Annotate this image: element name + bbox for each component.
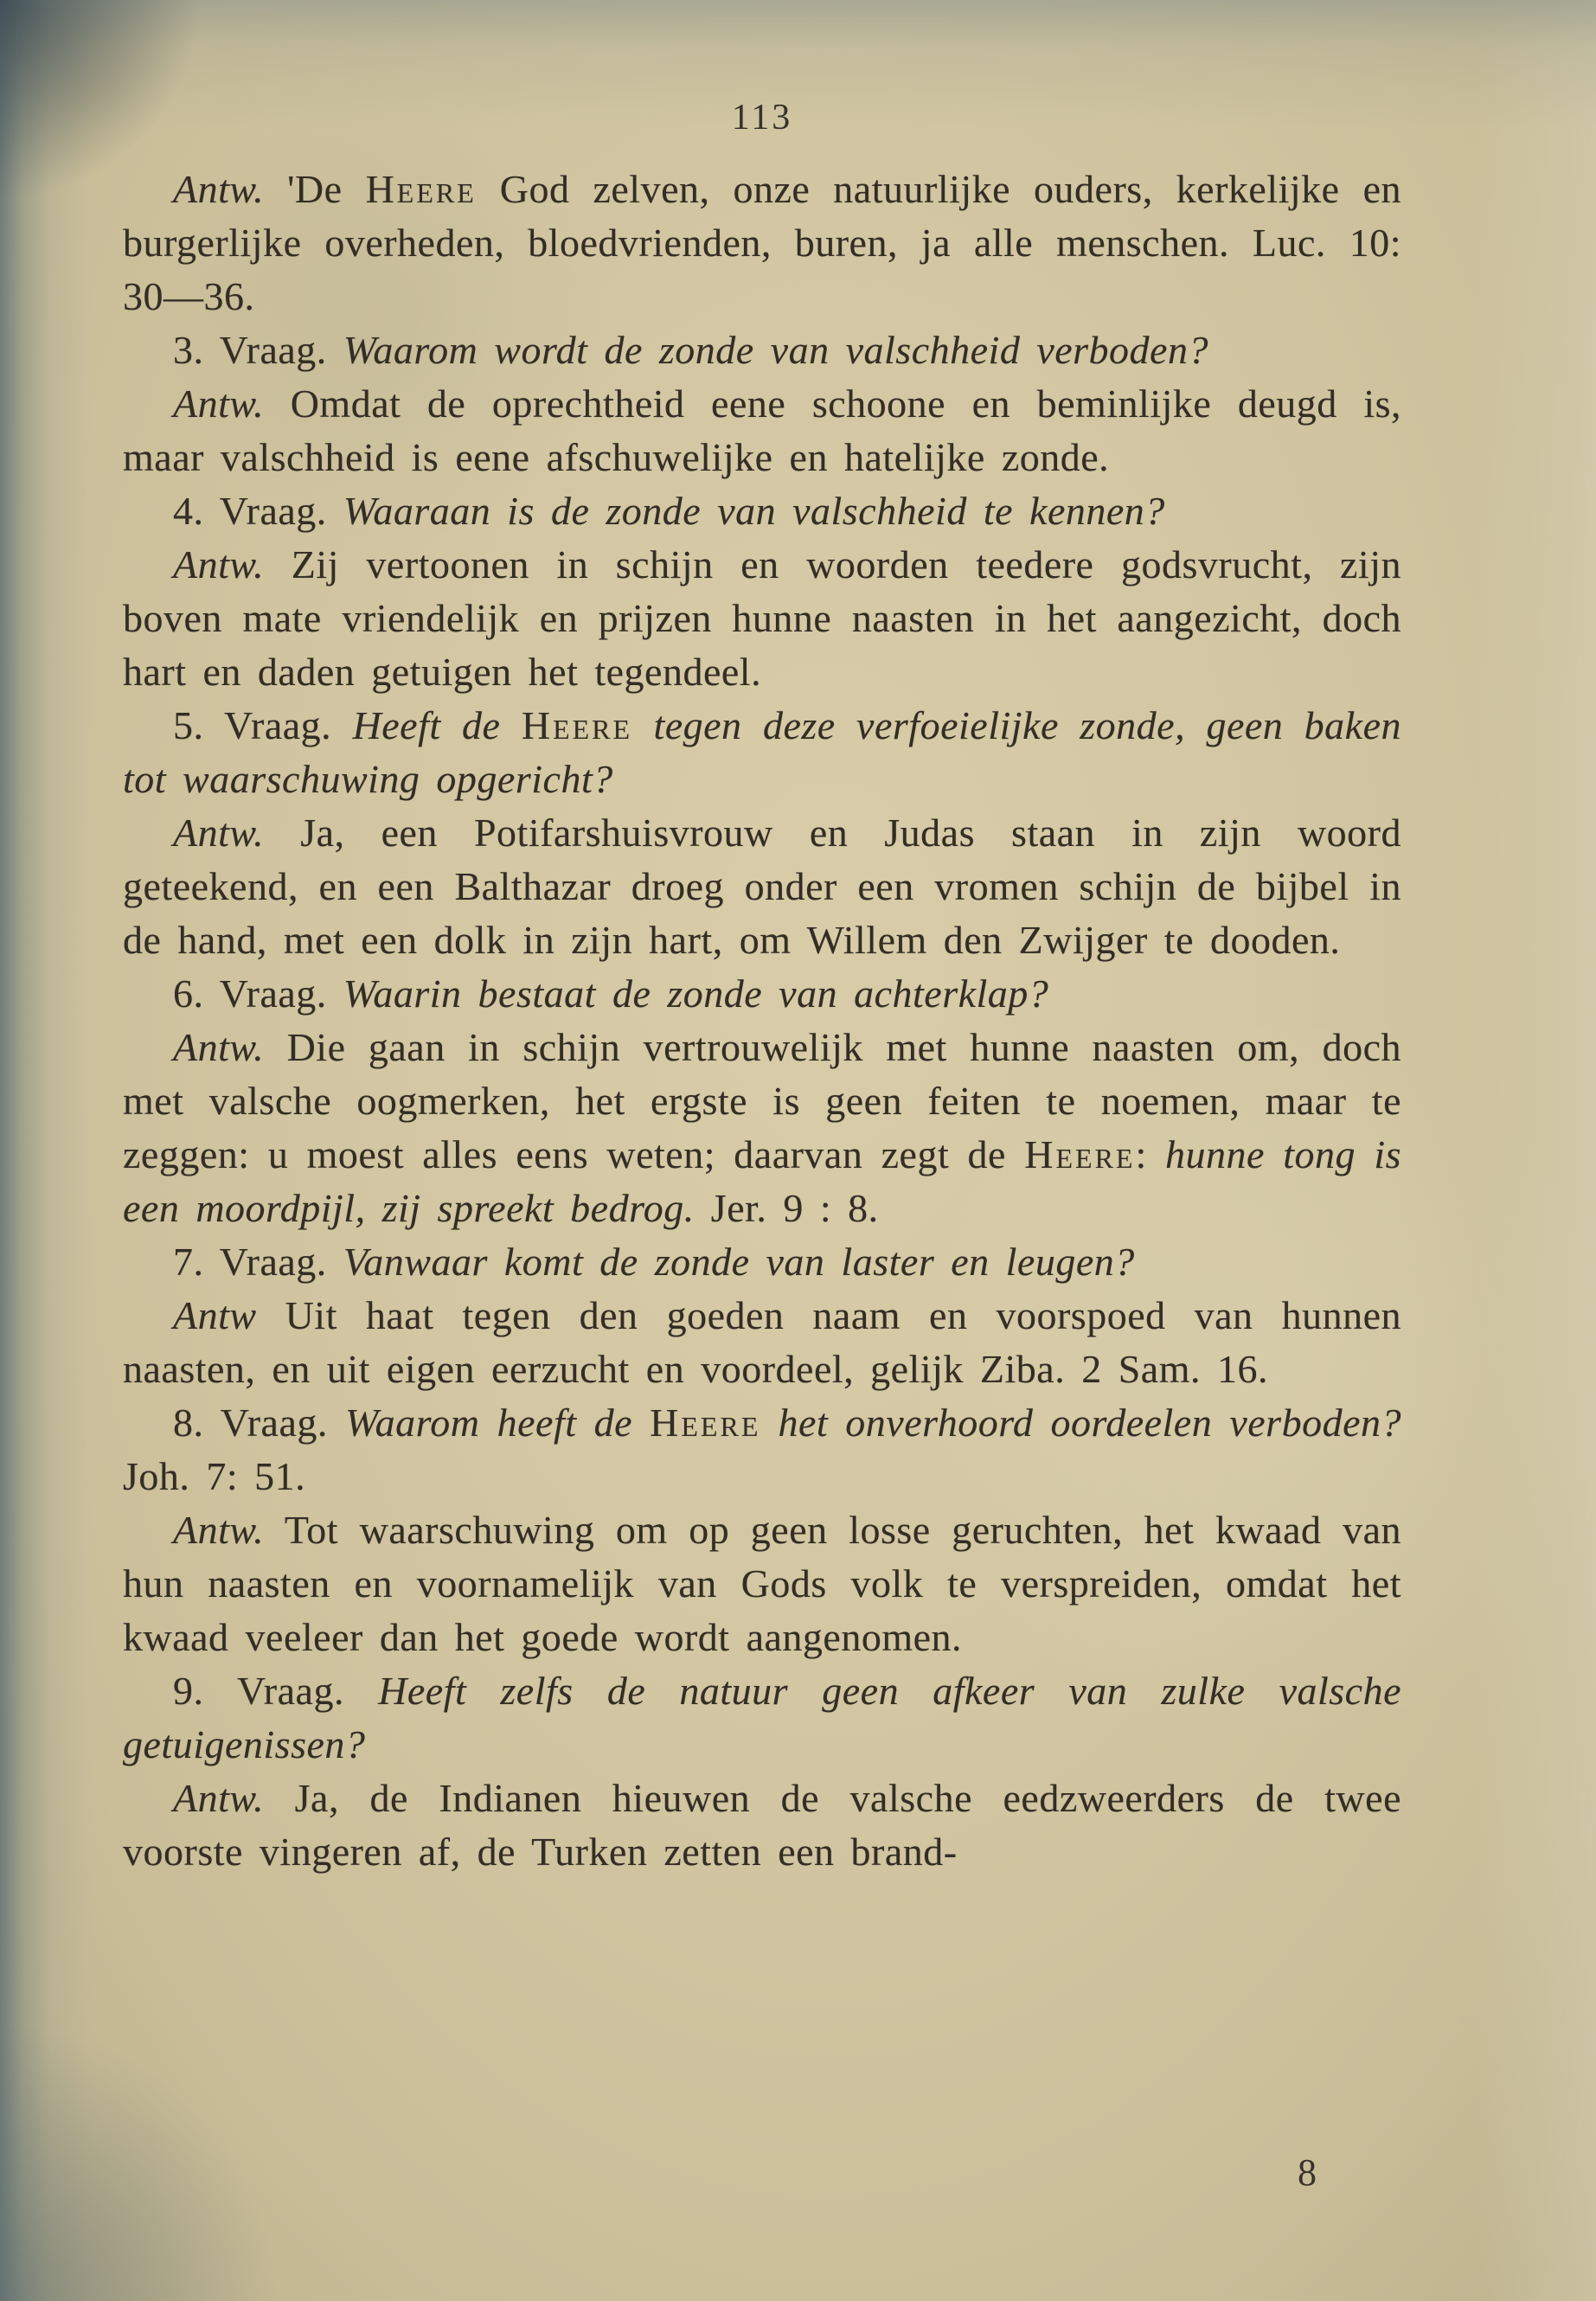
text-run: Heere [365,167,477,211]
text-run: Waaraan is de zonde van valschheid te kennen? [343,489,1165,533]
text-run: het onverhoord oordeelen verboden? [760,1400,1401,1445]
text-run: Antw [173,1293,257,1337]
text-run: Uit haat tegen den goeden naam en voorspoed van hunnen naasten, en uit eigen eerzucht en voordeel, gelijk Ziba. 2 Sam. 16. [123,1293,1401,1391]
text-run: Waarom heeft de [345,1400,651,1445]
text-run: 6. Vraag. [173,971,343,1016]
text-run: Zij vertoonen in schijn en woorden teedere godsvrucht, zijn boven mate vriendelijk en prijzen hunne naasten in het aangezicht, doch hart en daden getuigen het tegendeel. [123,542,1401,694]
text-run: Ja, een Potifarshuisvrouw en Judas staan in zijn woord geteekend, en een Balthazar droeg onder een vromen schijn de bijbel in de hand, met een dolk in zijn hart, om Willem den Zwijger te dooden. [123,811,1401,962]
page-text [123,163,1401,1879]
paragraph [123,699,1401,806]
text-run: 5. Vraag. [173,703,353,747]
text-run: Antw. [173,542,265,586]
paragraph [123,163,1401,324]
signature-mark: 8 [1298,2151,1317,2194]
text-run: Antw. [173,1508,265,1552]
paragraph [123,1503,1401,1664]
text-run: Heeft zelfs de natuur geen afkeer van zulke valsche getuigenissen? [123,1669,1402,1766]
text-run: Omdat de oprechtheid eene schoone en beminlijke deugd is, maar valschheid is eene afschuwelijke en hatelijke zonde. [123,381,1401,479]
paragraph [123,1396,1401,1503]
text-run: Tot waarschuwing om op geen losse geruchten, het kwaad van hun naasten en voornamelijk van Gods volk te verspreiden, omdat het kwaad veeleer dan het goede wordt aangenomen. [123,1508,1401,1659]
text-run: Heere [1024,1132,1136,1176]
paragraph [123,1664,1401,1772]
text-run: Heere [650,1400,761,1445]
paragraph [123,806,1401,967]
text-run: Waarom wordt de zonde van valschheid verboden? [343,328,1208,372]
text-run: : [1135,1132,1166,1176]
text-run: Antw. [173,811,265,855]
text-run: hunne tong is een moordpijl, zij spreekt bedrog. [123,1132,1402,1230]
paragraph [123,1021,1401,1235]
paragraph [123,377,1401,484]
text-run: Jer. 9 : 8. [694,1186,879,1230]
text-run: 7. Vraag. [173,1240,343,1284]
text-run: Antw. [173,1025,265,1069]
text-run: Heere [521,703,633,747]
text-run: 4. Vraag. [173,489,343,533]
page-number: 113 [731,98,793,138]
text-run: Joh. 7: 51. [123,1454,306,1498]
paragraph [123,324,1401,377]
paragraph [123,967,1401,1021]
text-run: 8. Vraag. [173,1400,345,1445]
text-run: 'De [264,167,366,211]
text-run: Antw. [173,1776,265,1820]
text-run: Heeft de [352,703,522,747]
text-run: tegen deze verfoeielijke zonde, geen baken tot waarschuwing opgericht? [123,703,1401,801]
text-run: Waarin bestaat de zonde van achterklap? [343,971,1049,1016]
paragraph [123,484,1401,538]
paragraph [123,1772,1401,1879]
text-run: 3. Vraag. [173,328,343,372]
paragraph [123,538,1401,699]
text-run: God zelven, onze natuurlijke ouders, kerkelijke en burgerlijke overheden, bloedvrienden, buren, ja alle menschen. Luc. 10: 30—36. [123,167,1401,318]
paragraph [123,1289,1401,1396]
text-run: Antw. [173,381,265,426]
paragraph [123,1235,1401,1289]
text-run: Vanwaar komt de zonde van laster en leugen? [343,1240,1135,1284]
text-run: Antw. [173,167,265,211]
text-run: Ja, de Indianen hieuwen de valsche eedzweerders de twee voorste vingeren af, de Turken zetten een brand- [123,1776,1401,1874]
text-run: 9. Vraag. [173,1669,379,1713]
text-run: Die gaan in schijn vertrouwelijk met hunne naasten om, doch met valsche oogmerken, het ergste is geen feiten te noemen, maar te zeggen: u moest alles eens weten; daarvan zegt de [123,1025,1401,1176]
